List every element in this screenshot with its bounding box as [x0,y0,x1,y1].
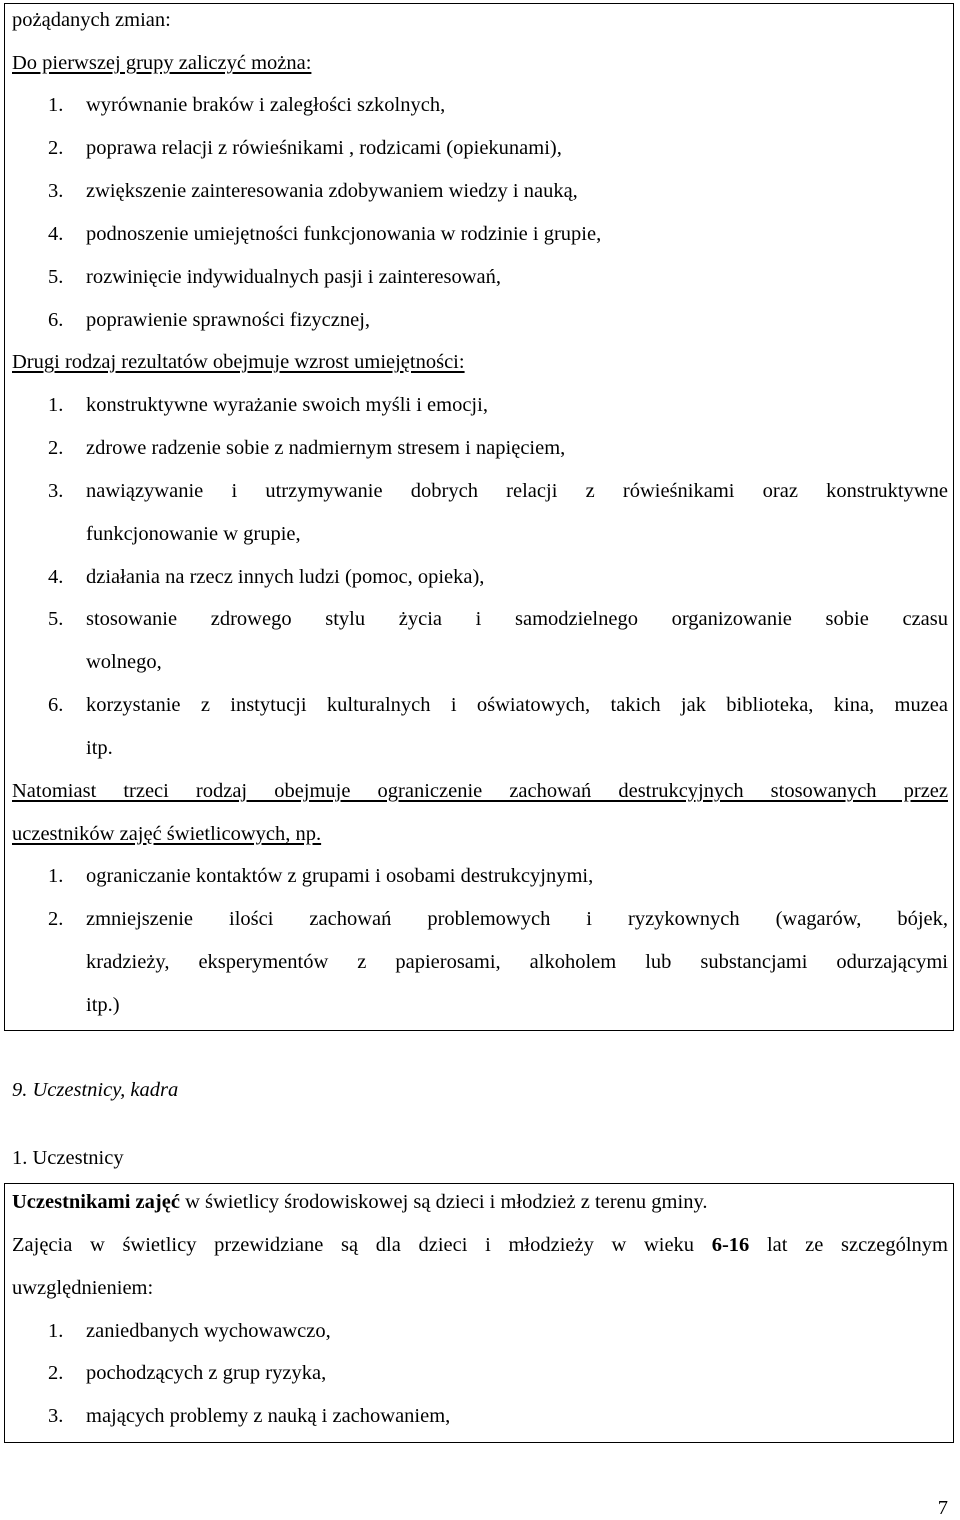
list-item-continuation: itp. [86,737,113,759]
page-number: 7 [937,1497,948,1519]
participants-paragraph-2: Zajęcia w świetlicy przewidziane są dla dzieci i młodzieży w wieku 6-16 lat ze szczególnym [12,1234,949,1256]
group2-heading: Drugi rodzaj rezultatów obejmuje wzrost umiejętności: [12,351,465,373]
participants-paragraph-1: Uczestnikami zajęć w świetlicy środowiskowej są dzieci i młodzież z terenu gminy. [12,1191,708,1213]
section-heading: 9. Uczestnicy, kadra [12,1079,179,1101]
list-item-continuation: wolnego, [86,651,162,673]
participants-paragraph-2-cont: uwzględnieniem: [12,1277,154,1299]
subsection-heading: 1. Uczestnicy [12,1147,124,1169]
group1-heading: Do pierwszej grupy zaliczyć można: [12,52,312,74]
list-item-continuation: itp.) [86,994,120,1016]
group3-heading-cont: uczestników zajęć świetlicowych, np. [12,823,322,845]
intro-text: pożądanych zmian: [12,9,171,31]
list-item-continuation: funkcjonowanie w grupie, [86,523,301,545]
